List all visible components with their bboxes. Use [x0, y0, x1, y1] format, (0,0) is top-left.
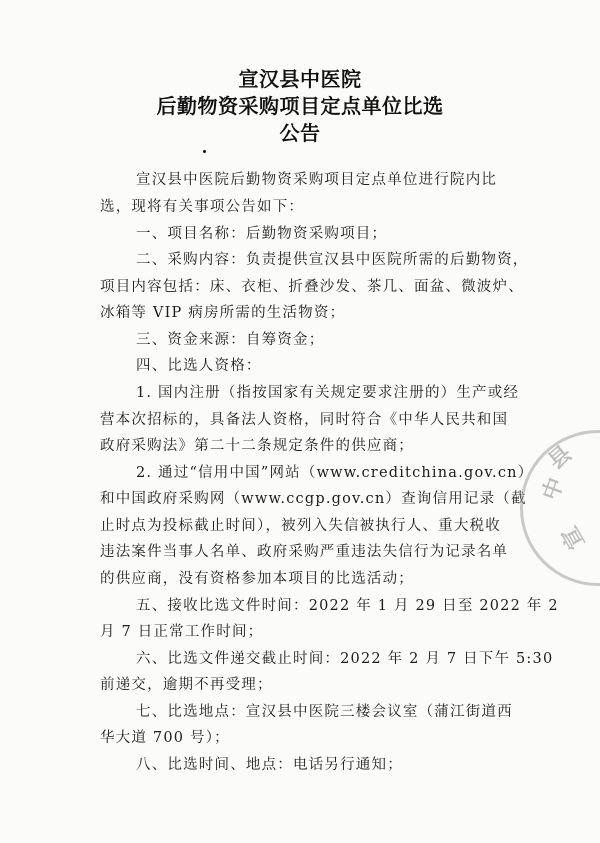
body-line: 七、比选地点：宣汉县中医院三楼会议室（蒲江街道西 — [136, 704, 513, 720]
body-line: 八、比选时间、地点：电话另行通知； — [136, 757, 403, 773]
title-line-3: 公告 — [279, 121, 321, 145]
body-line: 的供应商，没有资格参加本项目的比选活动； — [100, 571, 414, 587]
body-line: 月 7 日正常工作时间； — [100, 624, 264, 640]
seal-char: 县 — [543, 441, 577, 475]
official-seal — [520, 430, 600, 586]
title-line-2: 后勤物资采购项目定点单位比选 — [156, 94, 444, 118]
body-line: 二、采购内容：负责提供宣汉县中医院所需的后勤物资， — [136, 252, 529, 268]
body-line: 一、项目名称：后勤物资采购项目； — [136, 226, 388, 242]
body-line: 违法案件当事人名单、政府采购严重违法失信行为记录名单 — [100, 544, 509, 560]
body-line: 华大道 700 号）； — [100, 730, 230, 746]
seal-char: 宣 — [557, 521, 591, 554]
body-line: 政府采购法》第二十二条规定条件的供应商； — [100, 438, 414, 454]
body-line: 项目内容包括：床、衣柜、折叠沙发、茶几、面盆、微波炉、 — [100, 279, 524, 295]
body-line: 六、比选文件递交截止时间：2022 年 2 月 7 日下午 5:30 — [136, 651, 554, 667]
body-line: 2. 通过“信用中国”网站（www.creditchina.gov.cn） — [136, 465, 534, 481]
body-line: 1. 国内注册（指按国家有关规定要求注册的）生产或经 — [136, 385, 520, 401]
body-line: 五、接收比选文件时间：2022 年 1 月 29 日至 2022 年 2 — [136, 598, 559, 614]
body-line: 选，现将有关事项公告如下： — [100, 199, 305, 215]
body-line: 四、比选人资格： — [136, 358, 262, 374]
body-line: 冰箱等 VIP 病房所需的生活物资； — [100, 305, 346, 321]
body-line: 营本次招标的，具备法人资格，同时符合《中华人民共和国 — [100, 412, 509, 428]
body-line: 三、资金来源：自筹资金； — [136, 332, 325, 348]
seal-char: 中 — [538, 474, 570, 504]
body-line: 止时点为投标截止时间），被列入失信被执行人、重大税收 — [100, 518, 501, 534]
body-line: 宣汉县中医院后勤物资采购项目定点单位进行院内比 — [136, 172, 498, 188]
body-line: 前递交，逾期不再受理； — [100, 677, 273, 693]
body-line: 和中国政府采购网（www.ccgp.gov.cn）查询信用记录（截 — [100, 491, 527, 507]
stray-dot — [203, 150, 206, 153]
title-line-1: 宣汉县中医院 — [238, 67, 362, 91]
